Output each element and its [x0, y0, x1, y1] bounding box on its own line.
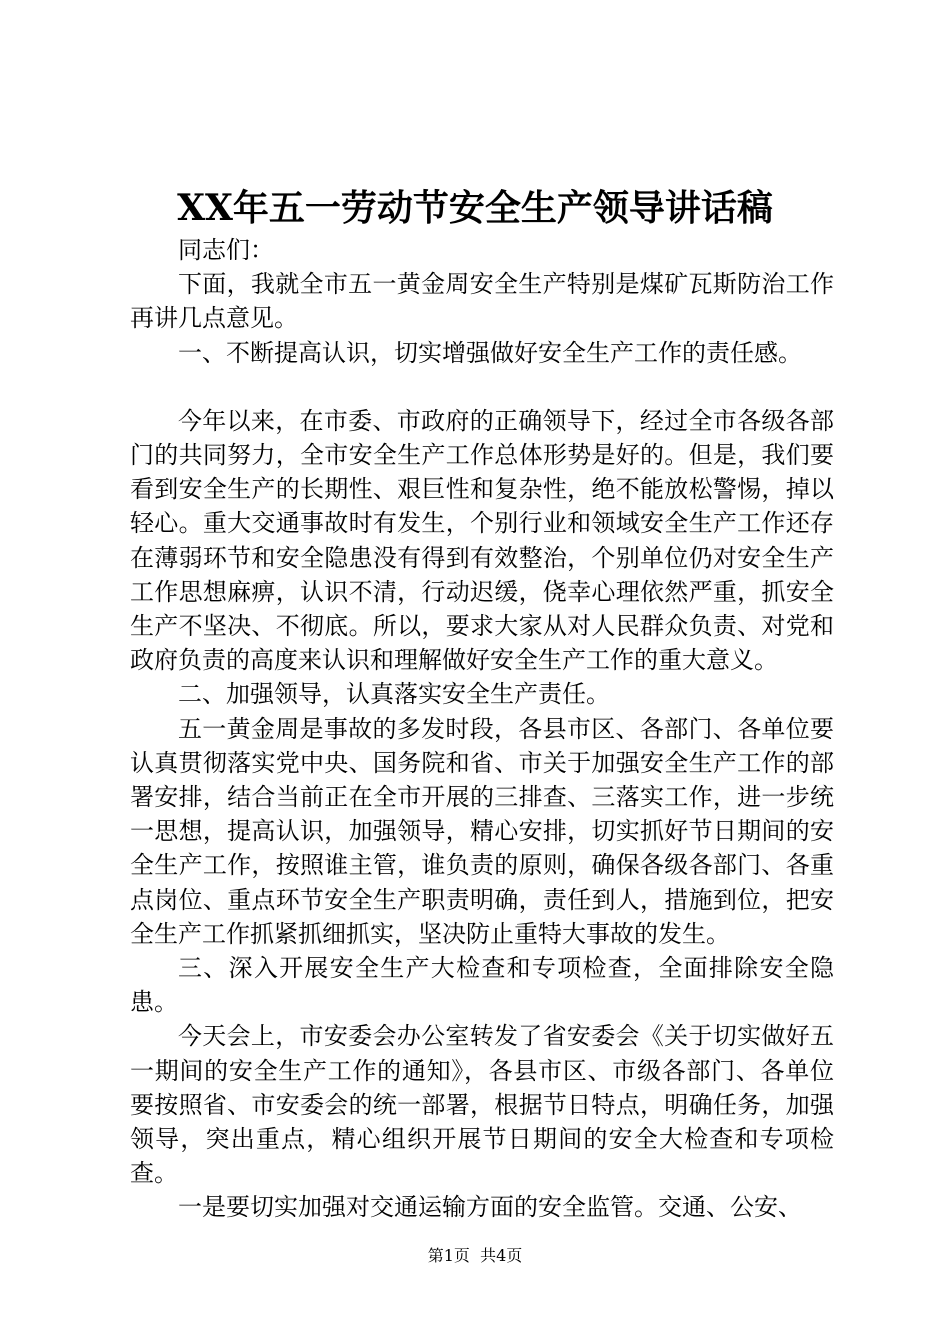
page-footer [0, 1245, 950, 1267]
body-paragraph: 今年以来，在市委、市政府的正确领导下，经过全市各级各部门的共同努力，全市安全生产工作总体形势是好的。但是，我们要看到安全生产的长期性、艰巨性和复杂性，绝不能放松警惕，掉以轻心。重大交通事故时有发生，个别行业和领域安全生产工作还存在薄弱环节和安全隐患没有得到有效整治，个别单位仍对安全生产工作思想麻痹，认识不清，行动迟缓，侥幸心理依然严重，抓安全生产不坚决、不彻底。所以，要求大家从对人民群众负责、对党和政府负责的高度来认识和理解做好安全生产工作的重大意义。 [130, 406, 834, 675]
section-heading-1: 一、不断提高认识，切实增强做好安全生产工作的责任感。 [178, 338, 802, 367]
body-paragraph: 五一黄金周是事故的多发时段，各县市区、各部门、各单位要认真贯彻落实党中央、国务院和省、市关于加强安全生产工作的部署安排，结合当前正在全市开展的三排查、三落实工作，进一步统一思想，提高认识，加强领导，精心安排，切实抓好节日期间的安全生产工作，按照谁主管，谁负责的原则，确保各级各部门、各重点岗位、重点环节安全生产职责明确，责任到人，措施到位，把安全生产工作抓紧抓细抓实，坚决防止重特大事故的发生。 [130, 714, 834, 948]
page-total: 共4页 [480, 1246, 523, 1265]
intro-paragraph: 下面，我就全市五一黄金周安全生产特别是煤矿瓦斯防治工作再讲几点意见。 [130, 270, 834, 333]
document-title: XX年五一劳动节安全生产领导讲话稿 [177, 187, 773, 229]
section-heading-3: 三、深入开展安全生产大检查和专项检查，全面排除安全隐患。 [130, 954, 834, 1017]
body-paragraph: 一是要切实加强对交通运输方面的安全监管。交通、公安、 [178, 1193, 802, 1222]
body-paragraph: 今天会上，市安委会办公室转发了省安委会《关于切实做好五一期间的安全生产工作的通知》，各县市区、市级各部门、各单位要按照省、市安委会的统一部署，根据节日特点，明确任务，加强领导，突出重点，精心组织开展节日期间的安全大检查和专项检查。 [130, 1022, 834, 1188]
page-number: 第1页 [427, 1246, 470, 1265]
salutation-paragraph: 同志们： [178, 236, 274, 264]
document-body [130, 233, 834, 1225]
section-heading-2: 二、加强领导，认真落实安全生产责任。 [178, 680, 610, 709]
